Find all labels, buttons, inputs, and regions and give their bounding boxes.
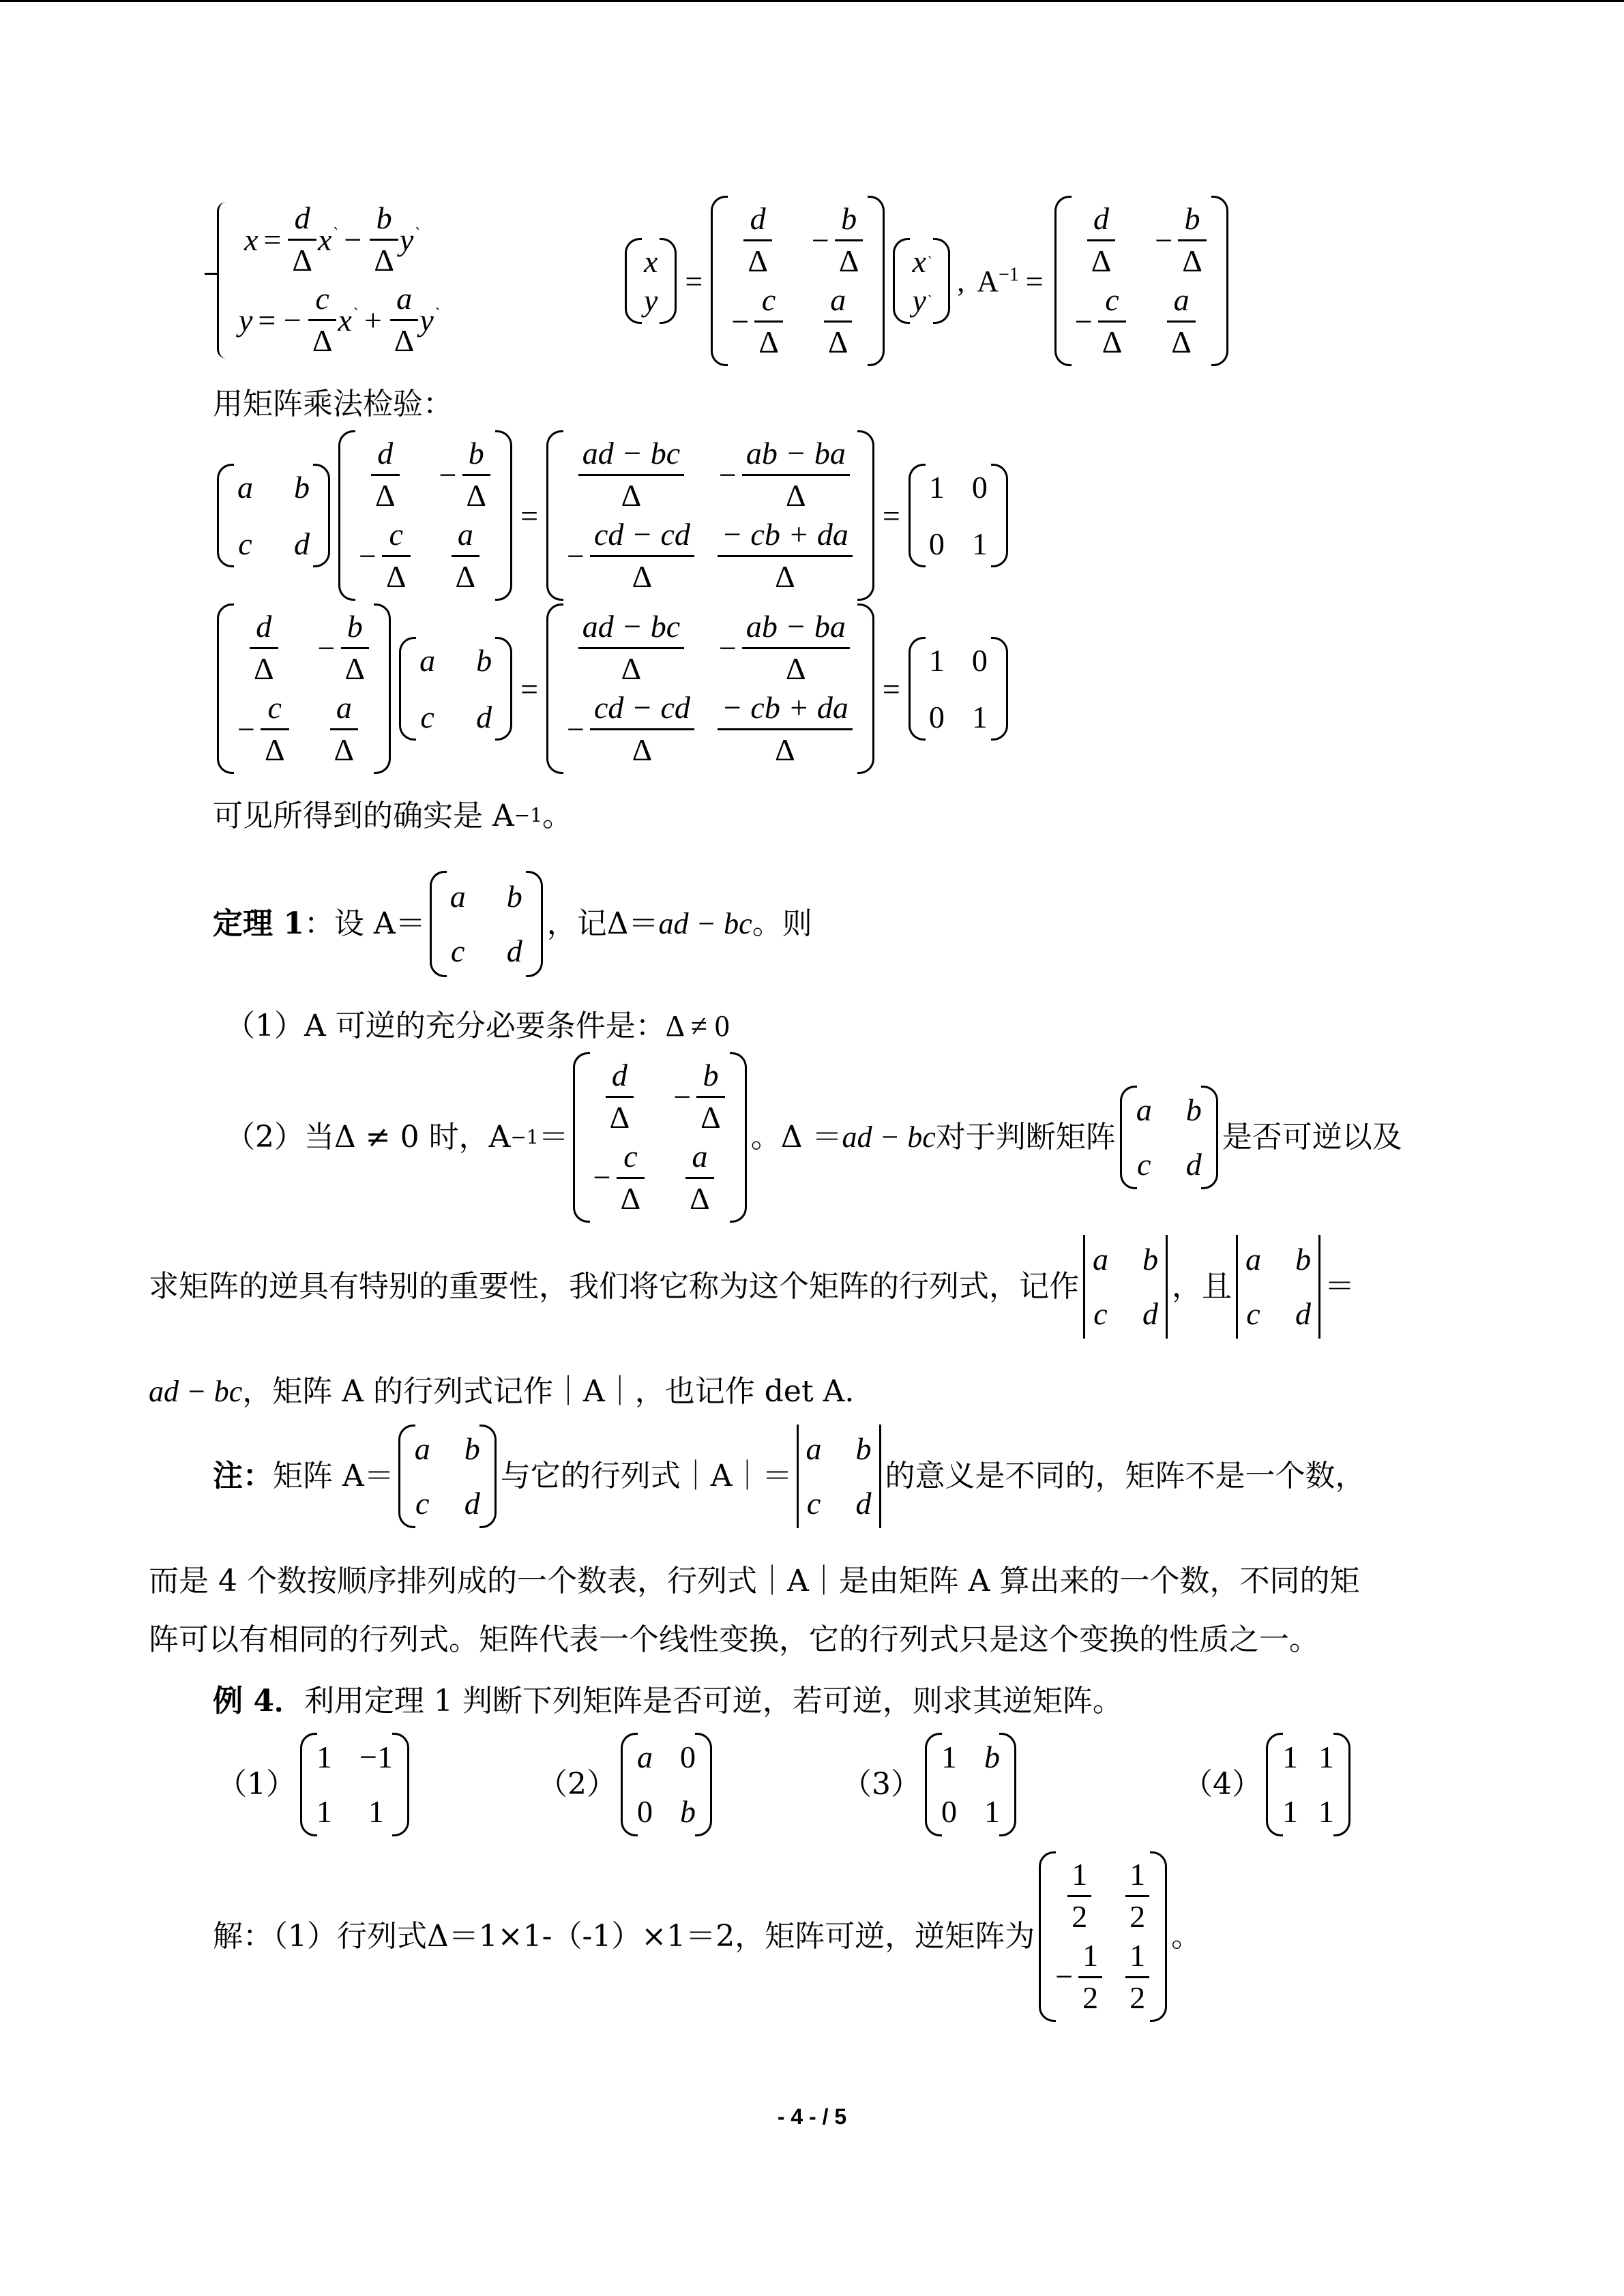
example-item-label: （4） <box>1183 1767 1262 1802</box>
inverse-matrix-equation: x y = $\frac{d}{\Delta}$ − $\frac{b}{\Delta}$ − $\frac{c}{\Delta}$ $\frac{a}{\Delta}$ x ` y ` , $A^{-1}$ = $\frac{d}{\Delta}$ − $\frac{b}{\Delta}$ − $\frac{c}{\Delta}$ $\frac{a}{\Delta}$ <box>621 199 1232 363</box>
theorem-formula: ad − bc <box>658 907 752 941</box>
inverse-matrix-b: $\frac{d}{\Delta}$ − $\frac{b}{\Delta}$ − $\frac{c}{\Delta}$ $\frac{a}{\Delta}$ <box>1054 196 1228 366</box>
vector-xy-prime: x ` y ` <box>893 238 950 324</box>
matrix-cell: 1 <box>984 1794 1000 1829</box>
matrix-cell: 0 <box>680 1740 696 1775</box>
solution-text: 解：（1）行列式Δ＝1×1-（-1）×1＝2，矩阵可逆，逆矩阵为 <box>213 1919 1035 1954</box>
brace-tip <box>205 273 217 275</box>
theorem-item-2: （2）当Δ ≠ 0 时，A −1 ＝ $\frac{d}{\Delta}$ − $\frac{b}{\Delta}$ − $\frac{c}{\Delta}$ $\frac{a}{\Delta}$ 。Δ ＝ ad − bc 对于判断矩阵 a b c d 是否可逆以及 <box>225 1056 1402 1219</box>
solution-matrix: $\frac{1}{2}$ $\frac{1}{2}$ − $\frac{1}{2}$ $\frac{1}{2}$ <box>1039 1851 1167 2022</box>
theorem-line: 定理 1 ：设 A＝ a b c d ，记Δ＝ ad − bc 。则 <box>213 880 812 968</box>
conclusion-prefix: 可见所得到的确实是 A <box>213 799 514 833</box>
note-text3: 的意义是不同的，矩阵不是一个数， <box>885 1459 1365 1494</box>
matrix-cell: 1 <box>316 1740 332 1775</box>
equation-y: y = − $\frac{c}{\Delta}$ x` + $\frac{a}{\Delta}$ y` <box>239 280 439 358</box>
vector-xy: x y <box>625 238 677 324</box>
example-matrix <box>1266 1733 1350 1836</box>
note-line: 注： 矩阵 A＝ a b c d 与它的行列式｜A｜＝ a b c d 的意义是不同的，矩阵不是一个数， <box>213 1432 1365 1521</box>
example-text: 利用定理 1 判断下列矩阵是否可逆，若可逆，则求其逆矩阵。 <box>304 1684 1123 1718</box>
matrix-cell: b <box>680 1794 696 1829</box>
theorem-label: 定理 1 <box>213 906 304 942</box>
item2-eq: ＝ <box>538 1120 569 1155</box>
solution-end: 。 <box>1171 1919 1202 1954</box>
conclusion-suffix: 。 <box>542 799 573 833</box>
matrix-cell: 1 <box>316 1794 332 1829</box>
note-text2: 与它的行列式｜A｜＝ <box>500 1459 793 1494</box>
matrix-cell: 1 <box>1282 1740 1298 1775</box>
example-item-label: （1） <box>217 1767 296 1802</box>
page-number: - 4 - / 5 <box>777 2104 847 2129</box>
example-item-label: （2） <box>537 1767 617 1802</box>
matrix-cell: 1 <box>1318 1794 1334 1829</box>
matrix-cell: 1 <box>1318 1740 1334 1775</box>
example-label: 例 4． <box>213 1684 304 1718</box>
matrix-cell: 1 <box>941 1740 957 1775</box>
note-line-2: 而是 4 个数按顺序排列成的一个数表，行列式｜A｜是由矩阵 A 算出来的一个数，不同的矩 <box>149 1564 1360 1598</box>
example-matrix <box>300 1733 409 1836</box>
item2-after: 。Δ ＝ <box>750 1120 842 1155</box>
theorem-note: ，记Δ＝ <box>546 906 659 942</box>
note-text1: 矩阵 A＝ <box>273 1459 394 1494</box>
determinant-paragraph: 求矩阵的逆具有特别的重要性，我们将它称为这个矩阵的行列式，记作 a b c d ，且 a b c d ＝ <box>149 1242 1355 1331</box>
item2-tail: 是否可逆以及 <box>1222 1120 1402 1155</box>
example-item-1 <box>217 1740 413 1829</box>
item1-prefix: （1）A 可逆的充分必要条件是： <box>225 1009 666 1043</box>
para-a3: ＝ <box>1325 1269 1355 1304</box>
example-item-4 <box>1183 1740 1355 1829</box>
note-line-3: 阵可以有相同的行列式。矩阵代表一个线性变换，它的行列式只是这个变换的性质之一。 <box>149 1622 1319 1657</box>
system-brace <box>217 202 233 359</box>
example-heading <box>213 1682 1123 1720</box>
item2-formula: ad − bc <box>842 1120 936 1154</box>
matrix-cell: 0 <box>941 1794 957 1829</box>
theorem-then: 。则 <box>752 906 812 942</box>
note-label: 注： <box>213 1459 273 1494</box>
para-a: 求矩阵的逆具有特别的重要性，我们将它称为这个矩阵的行列式，记作 <box>149 1269 1079 1304</box>
example-item-2 <box>537 1740 716 1829</box>
check-heading: 用矩阵乘法检验： <box>213 387 453 421</box>
determinant-paragraph-2 <box>149 1372 854 1411</box>
item2-text: 对于判断矩阵 <box>935 1120 1116 1155</box>
top-border <box>0 0 1624 2</box>
equation-x: x = $\frac{d}{\Delta}$ x` − $\frac{b}{\Delta}$ y` <box>244 200 419 278</box>
example-item-label: （3） <box>842 1767 921 1802</box>
item1-cond: Δ ≠ 0 <box>665 1009 730 1043</box>
example-matrix <box>621 1733 712 1836</box>
conclusion-line <box>213 796 572 835</box>
conclusion-sup: −1 <box>514 804 543 827</box>
para-b: ，矩阵 A 的行列式记作｜A｜，也记作 det A. <box>242 1374 855 1409</box>
para-a2: ，且 <box>1172 1269 1232 1304</box>
inverse-matrix-a: $\frac{d}{\Delta}$ − $\frac{b}{\Delta}$ − $\frac{c}{\Delta}$ $\frac{a}{\Delta}$ <box>711 196 885 366</box>
theorem-colon: ：设 A＝ <box>304 906 426 942</box>
example-item-3 <box>842 1740 1020 1829</box>
solution-line <box>213 1855 1201 2018</box>
matrix-cell: −1 <box>359 1740 393 1775</box>
matrix-cell: a <box>637 1740 653 1775</box>
check-row-1: a b c d $\frac{d}{\Delta}$ − $\frac{b}{\Delta}$ − $\frac{c}{\Delta}$ $\frac{a}{\Delta}$ = $\frac{ad - bc}{\Delta}$ − $\frac{ab - ba}{\Delta}$ − $\frac{cd - cd}{\Delta}$ $\frac{- cb + da}{\Delta}$ = 1 0 0 1 <box>213 434 1012 597</box>
matrix-cell: 0 <box>637 1794 653 1829</box>
theorem-item-1 <box>225 1007 730 1045</box>
example-matrix <box>925 1733 1016 1836</box>
para-b-formula: ad − bc <box>149 1375 243 1408</box>
matrix-cell: 1 <box>368 1794 384 1829</box>
matrix-cell: b <box>984 1740 1000 1775</box>
check-row-2: $\frac{d}{\Delta}$ − $\frac{b}{\Delta}$ − $\frac{c}{\Delta}$ $\frac{a}{\Delta}$ a b c d = $\frac{ad - bc}{\Delta}$ − $\frac{ab - ba}{\Delta}$ − $\frac{cd - cd}{\Delta}$ $\frac{- cb + da}{\Delta}$ = 1 0 0 1 <box>213 607 1012 771</box>
matrix-cell: 1 <box>1282 1794 1298 1829</box>
item2-prefix: （2）当Δ ≠ 0 时，A <box>225 1120 511 1155</box>
